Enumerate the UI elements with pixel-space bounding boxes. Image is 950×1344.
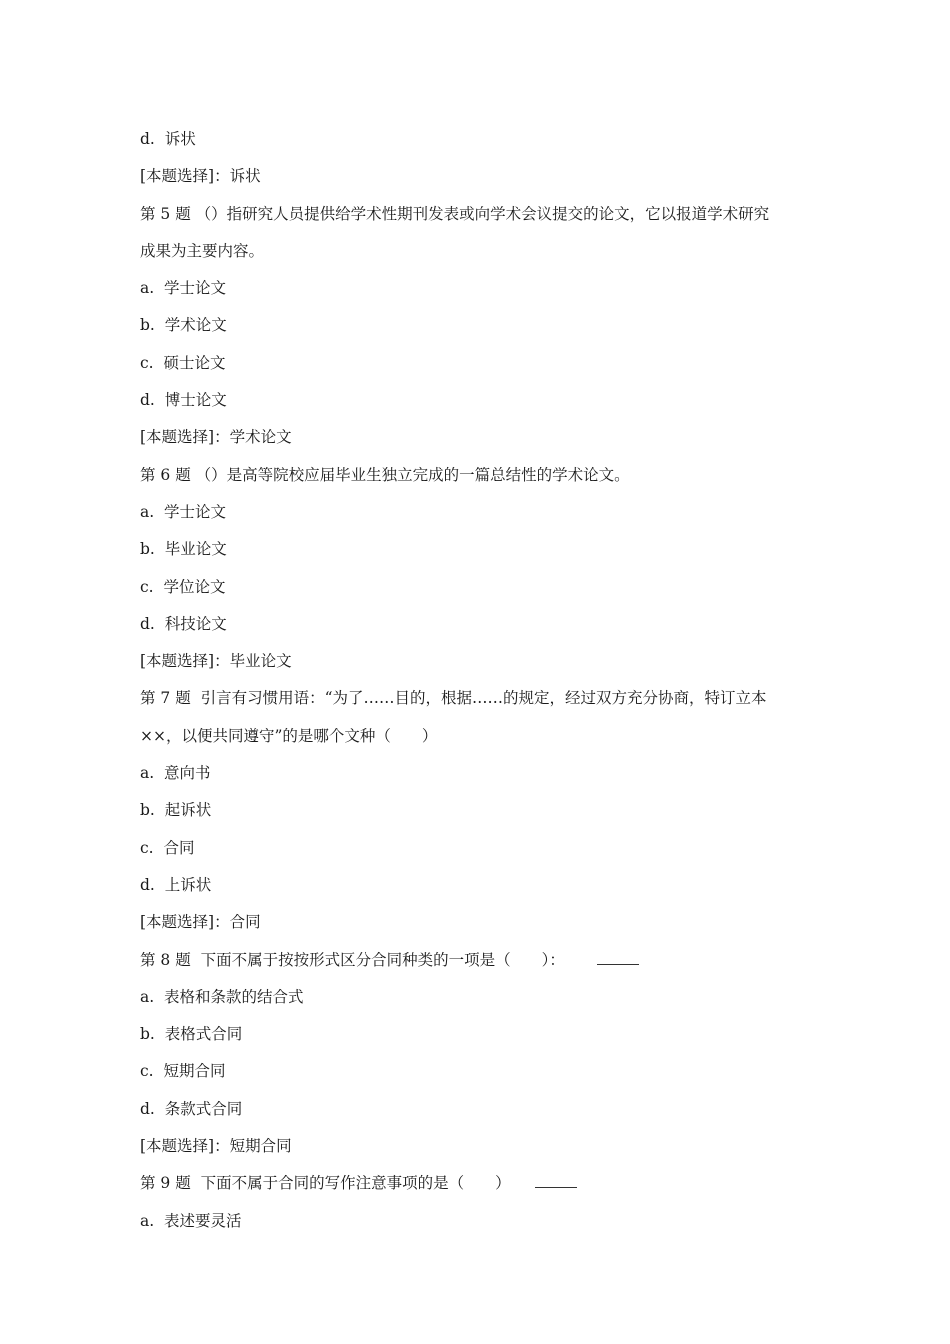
option-line: a. 表述要灵活 — [140, 1211, 242, 1230]
option-line: c. 学位论文 — [140, 577, 226, 596]
option-line: c. 短期合同 — [140, 1062, 226, 1081]
option-line: c. 硕士论文 — [140, 353, 226, 372]
option-line: d. 上诉状 — [140, 875, 212, 894]
question-text: 第 8 题 下面不属于按按形式区分合同种类的一项是（ ）： — [140, 950, 573, 969]
answer-line: [本题选择]：短期合同 — [140, 1137, 292, 1156]
question-line — [140, 1165, 820, 1202]
option-line: d. 科技论文 — [140, 614, 227, 633]
option-line: a. 学士论文 — [140, 502, 227, 521]
option-line: b. 起诉状 — [140, 801, 212, 820]
option-line: c. 合同 — [140, 838, 195, 857]
option-line: a. 学士论文 — [140, 279, 227, 298]
answer-blank — [597, 963, 639, 965]
answer-line: [本题选择]：毕业论文 — [140, 652, 292, 671]
option-line: a. 表格和条款的结合式 — [140, 987, 304, 1006]
question-line — [140, 942, 820, 979]
answer-line: [本题选择]：学术论文 — [140, 428, 292, 447]
option-line: a. 意向书 — [140, 764, 211, 783]
option-line: b. 学术论文 — [140, 316, 227, 335]
question-line: 第 5 题 （）指研究人员提供给学术性期刊发表或向学术会议提交的论文，它以报道学术研究 — [140, 204, 770, 223]
option-line: b. 毕业论文 — [140, 540, 227, 559]
question-continuation: ××，以便共同遵守”的是哪个文种（ ） — [140, 726, 438, 745]
option-line: d. 诉状 — [140, 130, 196, 148]
question-text: 第 9 题 下面不属于合同的写作注意事项的是（ ） — [140, 1174, 511, 1193]
answer-blank — [535, 1186, 577, 1188]
answer-line: [本题选择]：合同 — [140, 913, 261, 932]
question-line: 第 6 题 （）是高等院校应届毕业生独立完成的一篇总结性的学术论文。 — [140, 465, 630, 484]
question-continuation: 成果为主要内容。 — [140, 241, 265, 260]
option-line: d. 条款式合同 — [140, 1099, 243, 1118]
question-line: 第 7 题 引言有习惯用语：“为了……目的，根据……的规定，经过双方充分协商，特订立本 — [140, 689, 767, 708]
option-line: b. 表格式合同 — [140, 1025, 243, 1044]
option-line: d. 博士论文 — [140, 391, 227, 410]
answer-line: [本题选择]：诉状 — [140, 167, 261, 186]
